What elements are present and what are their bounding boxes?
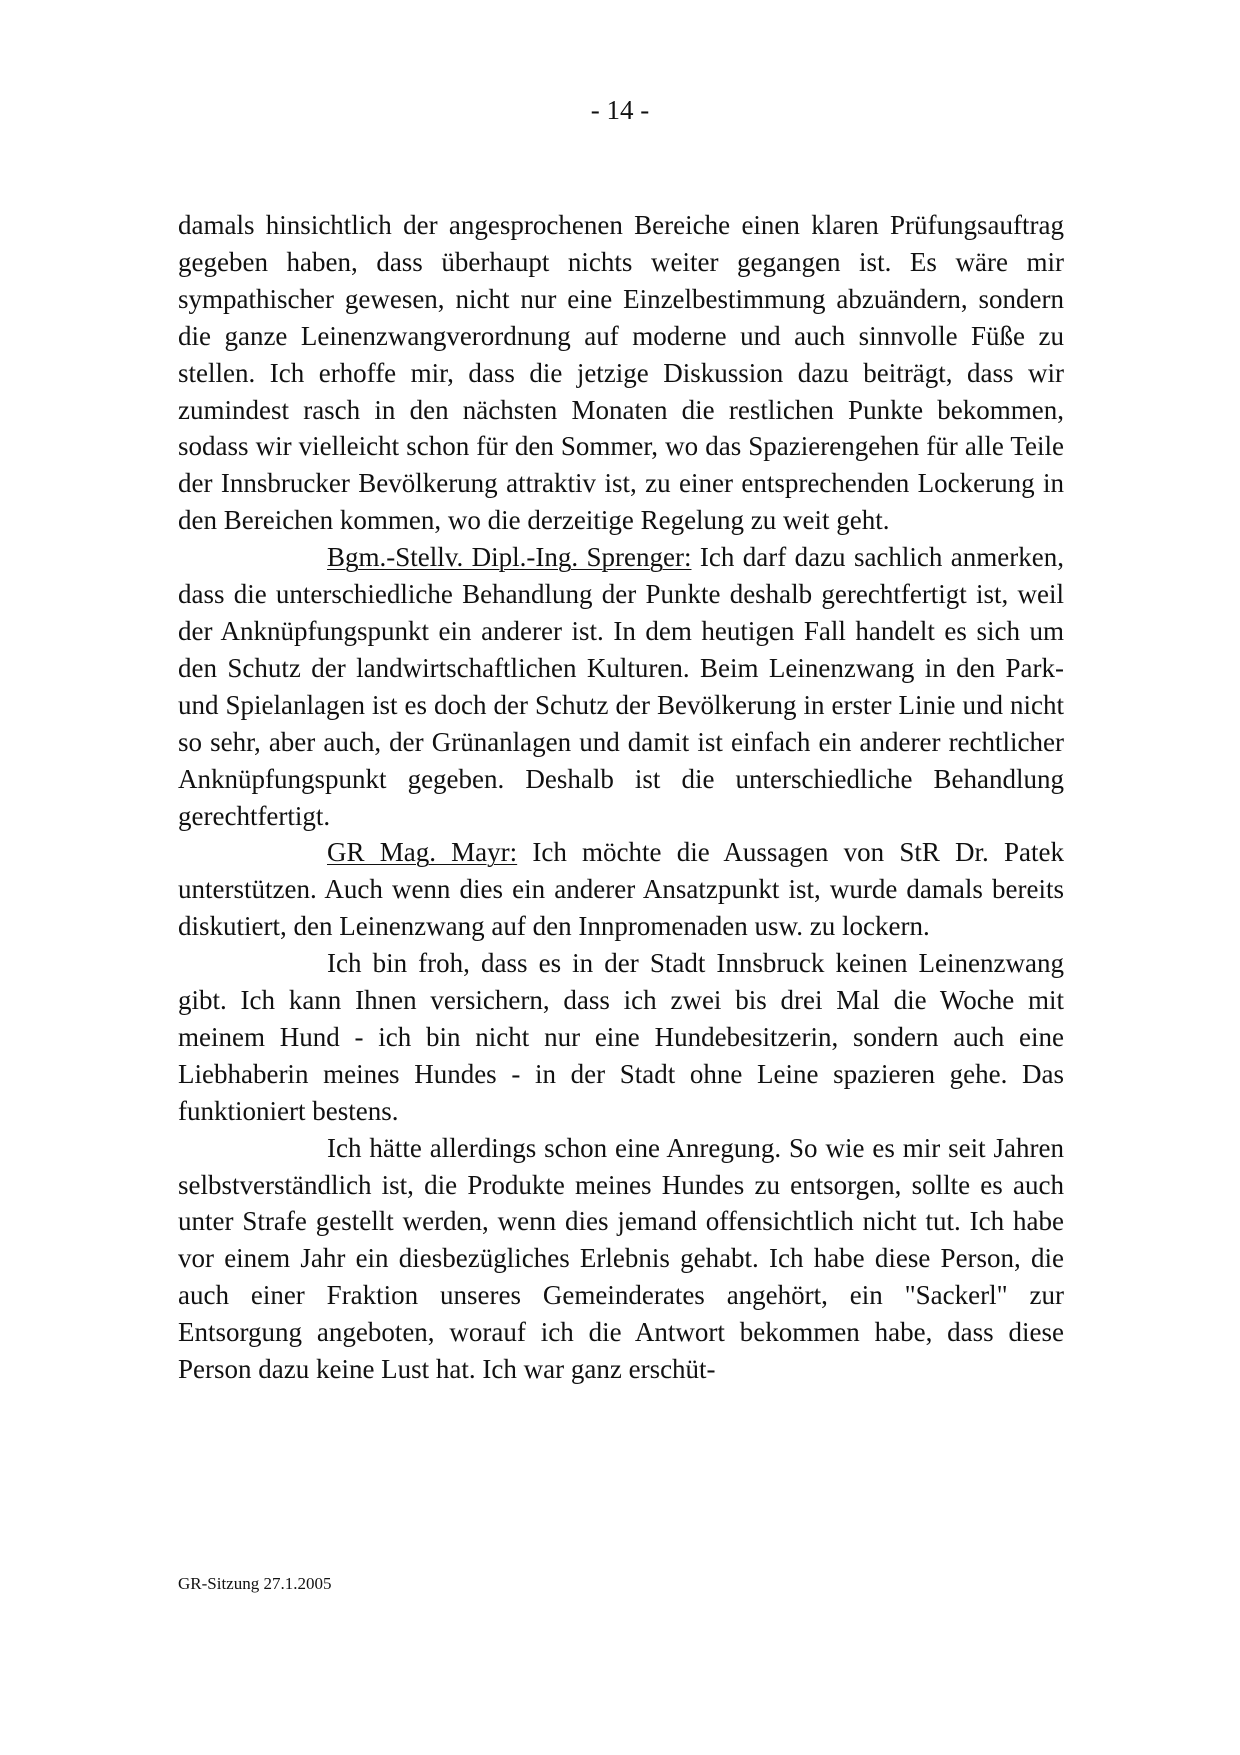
- page-number: - 14 -: [590, 95, 650, 125]
- paragraph-text: damals hinsichtlich der angesprochenen Bereiche einen klaren Prüfungsauftrag gegeben haben, dass überhaupt nichts weiter gegangen ist. Es wäre mir sympathischer gewesen, nicht nur eine Einzelbestimmung abzuändern, sondern die ganze Leinenzwangverordnung auf moderne und auch sinnvolle Füße zu stellen. Ich erhoffe mir, dass die jetzige Diskussion dazu beiträgt, dass wir zumindest rasch in den nächsten Monaten die restlichen Punkte bekommen, sodass wir vielleicht schon für den Sommer, wo das Spazierengehen für alle Teile der Innsbrucker Bevölkerung attraktiv ist, zu einer entsprechenden Lockerung in den Bereichen kommen, wo die derzeitige Regelung zu weit geht.: [178, 210, 1064, 536]
- speaker-name: Bgm.-Stellv. Dipl.-Ing. Sprenger:: [327, 542, 692, 573]
- paragraph-mayr-continued: [178, 945, 1064, 1130]
- paragraph-sprenger: [178, 539, 1064, 834]
- paragraph-text: Ich möchte die Aussagen von StR Dr. Patek unterstützen. Auch wenn dies ein anderer Ansatzpunkt ist, wurde damals bereits diskutiert, den Leinenzwang auf den Innpromenaden usw. zu lockern.: [178, 837, 1065, 942]
- document-body: [178, 207, 1064, 1388]
- speaker-name: GR Mag. Mayr:: [327, 837, 518, 868]
- paragraph-text: Ich hätte allerdings schon eine Anregung. So wie es mir seit Jahren selbstverständlich ist, die Produkte meines Hundes zu entsorgen, sollte es auch unter Strafe gestellt werden, wenn dies jemand offensichtlich nicht tut. Ich habe vor einem Jahr ein diesbezügliches Erlebnis gehabt. Ich habe diese Person, die auch einer Fraktion unseres Gemeinderates angehört, ein "Sackerl" zur Entsorgung angeboten, worauf ich die Antwort bekommen habe, dass diese Person dazu keine Lust hat. Ich war ganz erschüt-: [178, 1132, 1064, 1385]
- paragraph-text: Ich darf dazu sachlich anmerken, dass die unterschiedliche Behandlung der Punkte deshalb gerechtfertigt ist, weil der Anknüpfungspunkt ein anderer ist. In dem heutigen Fall handelt es sich um den Schutz der landwirtschaftlichen Kulturen. Beim Leinenzwang in den Park- und Spielanlagen ist es doch der Schutz der Bevölkerung in erster Linie und nicht so sehr, aber auch, der Grünanlagen und damit ist einfach ein anderer rechtlicher Anknüpfungspunkt gegeben. Deshalb ist die unterschiedliche Behandlung gerechtfertigt.: [178, 542, 1064, 831]
- paragraph-text: Ich bin froh, dass es in der Stadt Innsbruck keinen Leinenzwang gibt. Ich kann Ihnen versichern, dass ich zwei bis drei Mal die Woche mit meinem Hund - ich bin nicht nur eine Hundebesitzerin, sondern auch eine Liebhaberin meines Hundes - in der Stadt ohne Leine spazieren gehe. Das funktioniert bestens.: [178, 948, 1064, 1126]
- footer-session-date: GR-Sitzung 27.1.2005: [178, 1574, 332, 1593]
- paragraph-mayr-suggestion: [178, 1130, 1064, 1388]
- paragraph-mayr: [178, 834, 1064, 945]
- paragraph-continuation: [178, 207, 1064, 539]
